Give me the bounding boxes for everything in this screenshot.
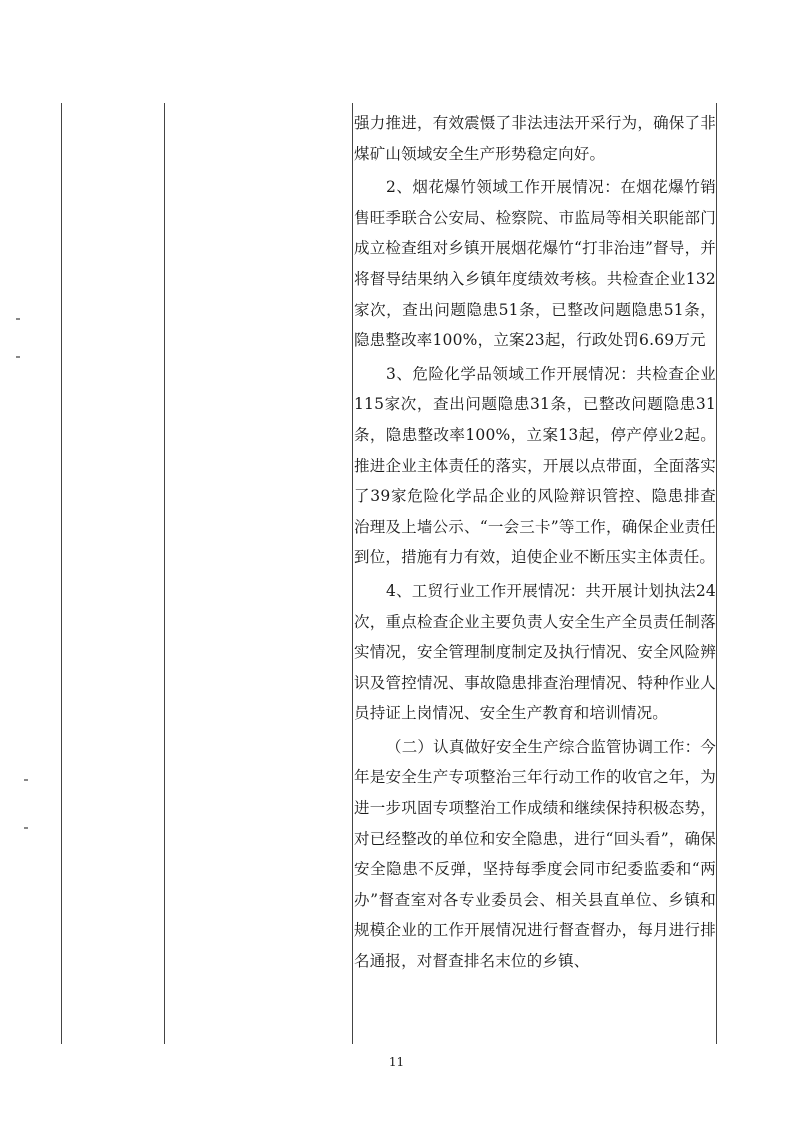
- scan-mark: [24, 779, 28, 781]
- paragraph-comprehensive-supervision: （二）认真做好安全生产综合监管协调工作：今年是安全生产专项整治三年行动工作的收官之年，为进一步巩固专项整治工作成绩和继续保持积极态势，对已经整改的单位和安全隐患，进行“回头看”，确保安全隐患不反弹，坚持每季度会同市纪委监委和“两办”督查室对各专业委员会、相关县直单位、乡镇和规模企业的工作开展情况进行督查督办，每月进行排名通报，对督查排名末位的乡镇、: [354, 737, 716, 971]
- scan-mark: [24, 827, 28, 829]
- content-cell: [354, 108, 716, 977]
- paragraph-industry-trade: 4、工贸行业工作开展情况：共开展计划执法24次，重点检查企业主要负责人安全生产全员责任制落实情况，安全管理制度制定及执行情况、安全风险辨识及管控情况、事故隐患排查治理情况、特种作业人员持证上岗情况、安全生产教育和培训情况。: [354, 581, 716, 723]
- paragraph-fireworks: 2、烟花爆竹领域工作开展情况：在烟花爆竹销售旺季联合公安局、检察院、市监局等相关职能部门成立检查组对乡镇开展烟花爆竹“打非治违”督导，并将督导结果纳入乡镇年度绩效考核。共检查企业132家次，查出问题隐患51条，已整改问题隐患51条，隐患整改率100%，立案23起，行政处罚6.69万元: [354, 178, 716, 350]
- table-column-divider-1: [164, 103, 165, 1044]
- scan-mark: [16, 356, 20, 358]
- table-column-divider-2: [352, 103, 353, 1044]
- paragraph-hazardous-chemicals: 3、危险化学品领域工作开展情况：共检查企业115家次，查出问题隐患31条，已整改问题隐患31条，隐患整改率100%，立案13起，停产停业2起。推进企业主体责任的落实，开展以点带面，全面落实了39家危险化学品企业的风险辩识管控、隐患排查治理及上墙公示、“一会三卡”等工作，确保企业责任到位，措施有力有效，迫使企业不断压实主体责任。: [354, 364, 716, 567]
- page-number: 11: [388, 1055, 405, 1069]
- scan-mark: [16, 318, 20, 320]
- paragraph-continuation: 强力推进，有效震慑了非法违法开采行为，确保了非煤矿山领域安全生产形势稳定向好。: [354, 114, 716, 163]
